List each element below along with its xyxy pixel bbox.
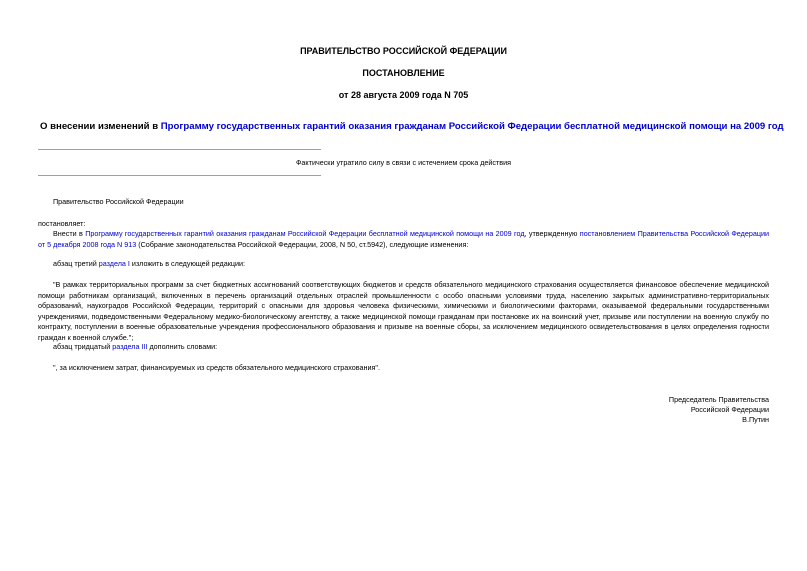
enact-text-3: (Собрание законодательства Российской Федерации, 2008, N 50, ст.5942), следующие изменения: [136, 239, 469, 249]
enact-decree-link[interactable]: постановлением Правительства Российской Федерации от 5 декабря 2008 года N 913 [38, 229, 769, 249]
abz30-text-2: дополнить словами: [147, 342, 218, 351]
enact-program-link[interactable]: Программу государственных гарантий оказания гражданам Российской Федерации бесплатной медицинской помощи на 2009 год [85, 229, 525, 238]
enact-text-1: Внести в [53, 229, 86, 238]
status-divider-bottom [38, 175, 321, 176]
signature-name: В.Путин [742, 415, 769, 424]
signature-org: Российской Федерации [690, 405, 769, 414]
abz3-text-2: изложить в следующей редакции: [129, 259, 245, 268]
status-note: Фактически утратило силу в связи с истечением срока действия [295, 158, 512, 167]
abz3-text-1: абзац третий [53, 259, 99, 268]
section-i-link[interactable]: раздела I [98, 259, 130, 268]
section-iii-link[interactable]: раздела III [112, 342, 148, 351]
enact-text-2: , утвержденную [524, 229, 580, 238]
government-heading: ПРАВИТЕЛЬСТВО РОССИЙСКОЙ ФЕДЕРАЦИИ [300, 46, 507, 56]
date-number-heading: от 28 августа 2009 года N 705 [338, 90, 469, 100]
title-prefix: О внесении изменений в [40, 121, 161, 132]
body-abz30 [53, 342, 217, 353]
doc-type-heading: ПОСТАНОВЛЕНИЕ [362, 68, 445, 78]
body-quote-paragraph: "В рамках территориальных программ за счет бюджетных ассигнований соответствующих бюджетов и средств обязательного медицинского страхования осуществляется финансовое обеспечение медицинской помощи работникам организаций, включенных в перечень организаций отдельных отраслей промышленности с особо опасными условиями труда, населению закрытых административно-территориальных образований, наукоградов Российской Федерации, территорий с опасными для здоровья человека физическими, химическими и биологическими факторами, оказываемой федеральными государственными учреждениями, подведомственными Федеральному медико-биологическому агентству, а также медицинской помощи гражданам при постановке их на воинский учет, призыве или поступлении на военную службу по контракту, поступлении в военные образовательные учреждения профессионального образования и призыве на военные сборы, за исключением медицинского освидетельствования в целях определения годности граждан к военной службе."; [38, 280, 769, 342]
title-program-link[interactable]: Программу государственных гарантий оказания гражданам Российской Федерации бесплатной медицинской помощи на 2009 год [160, 121, 784, 132]
body-quote2: ", за исключением затрат, финансируемых из средств обязательного медицинского страхования". [53, 363, 380, 372]
body-abz3 [53, 259, 245, 270]
body-enact-paragraph [38, 229, 769, 250]
abz30-text-1: абзац тридцатый [53, 342, 113, 351]
document-title [40, 121, 784, 132]
body-government: Правительство Российской Федерации [53, 197, 184, 206]
body-decree: постановляет: [38, 219, 86, 228]
signature-title: Председатель Правительства [668, 395, 769, 404]
status-divider-top [38, 149, 321, 150]
